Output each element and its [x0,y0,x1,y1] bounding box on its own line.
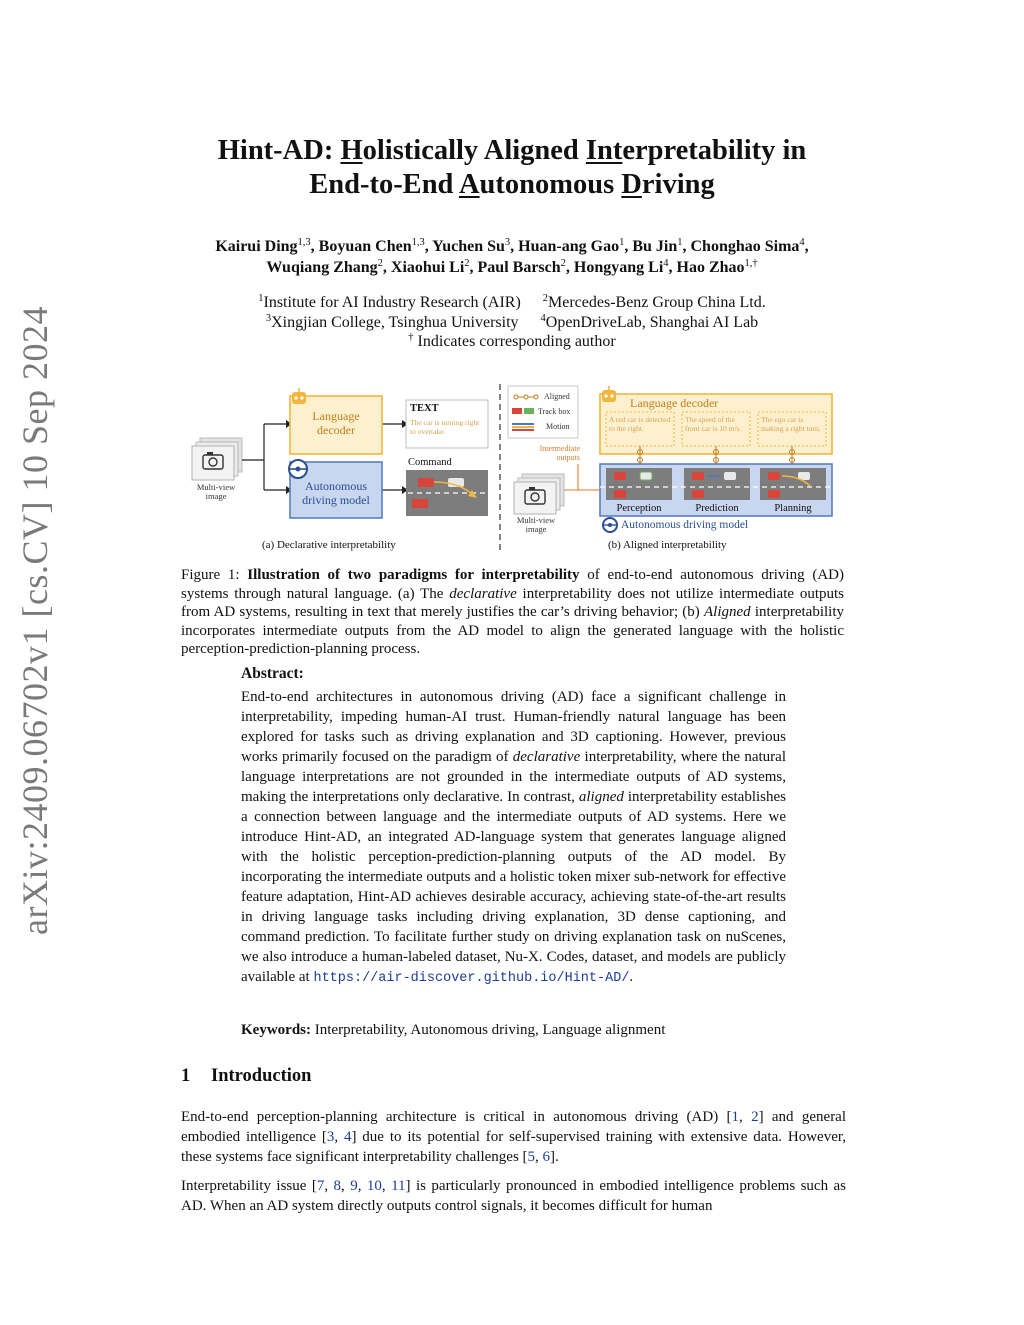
caption-b: (b) Aligned interpretability [608,539,727,551]
decoder-text-3: The ego car is making a right turn. [761,415,821,433]
language-decoder-label-a: Language decoder [312,409,360,437]
language-decoder-label-b: Language decoder [630,396,719,410]
citation-link[interactable]: 1 [731,1109,740,1125]
camera-stack-b [514,474,564,514]
citation-link[interactable]: 5 [527,1149,536,1165]
stage-perception: Perception [616,503,662,514]
steering-wheel-icon-a [289,460,307,478]
project-url-link[interactable]: https://air-discover.github.io/Hint-AD/ [313,971,630,986]
multi-view-label-a: Multi-view image [196,482,236,501]
decoder-text-2: The speed of the front car is 10 m/s. [685,415,742,433]
title-line-1: Hint-AD: Holistically Aligned Interpretability in [217,135,807,166]
legend-aligned: Aligned [544,392,570,401]
citation-link[interactable]: 10 [366,1178,382,1194]
author-list [150,236,874,278]
stage-prediction: Prediction [695,503,739,514]
text-head-a: TEXT [410,403,439,414]
figure-caption: Figure 1: Illustration of two paradigms for interpretability of end-to-end autonomous driving (AD) systems through natural language. (a) The declarative interpretability does not utilize intermediate outputs from AD systems, resulting in text that merely justifies the car’s driving behavior; (b) Aligned interpretability incorporates intermediate outputs from the AD model to align the generated language with the holistic perception-prediction-planning process. [181,567,845,657]
author-line-2: Wuqiang Zhang$^2$, Xiaohui Li$^2$, Paul Barsch$^2$, Hongyang Li$^4$, Hao Zhao$^{1,\dagger}$ [266,258,758,276]
citation-link[interactable]: 4 [343,1129,352,1145]
legend-motion: Motion [546,422,570,431]
steering-wheel-icon-b [603,518,617,532]
intro-paragraph-2: Interpretability issue [7, 8, 9, 10, 11] is particularly pronounced in embodied intelligence problems such as AD. When an AD system directly outputs control signals, it becomes difficult for human [181,1178,847,1214]
title-line-2: End-to-End Autonomous Driving [309,169,715,200]
intro-paragraph-1: End-to-end perception-planning architecture is critical in autonomous driving (AD) [1, 2] and general embodied intelligence [3, 4] due to its potential for self-supervised training with extensive data. However, these systems face significant interpretability challenges [5, 6]. [181,1109,847,1165]
paper-title [130,134,894,202]
text-body-a: The car is turning right to overtake. [410,418,480,436]
ad-model-label-a: Autonomous driving model [302,479,370,507]
figure-1 [186,382,846,560]
legend-track-box: Track box [538,407,571,416]
caption-a: (a) Declarative interpretability [262,539,396,551]
multi-view-label-b: Multi-view image [516,515,556,534]
citation-link[interactable]: 3 [326,1129,335,1145]
stage-planning: Planning [774,503,812,514]
affiliation-line-3: † Indicates corresponding author [408,332,616,350]
arxiv-stamp: arXiv:2409.06702v1 [cs.CV] 10 Sep 2024 [15,306,55,935]
affiliation-line-1: $^1$Institute for AI Industry Research (AIR) $^2$Mercedes-Benz Group China Ltd. [258,293,766,311]
abstract-body: End-to-end architectures in autonomous driving (AD) face a significant challenge in interpretability, impeding human-AI trust. Human-friendly natural language has been explored for tasks such as driving explanation and 3D captioning. However, previous works primarily focused on the paradigm of declarative interpretability, where the natural language interpretations are not grounded in the intermediate outputs of AD systems, making the interpretations only declarative. In contrast, aligned interpretability establishes a connection between language and the intermediate outputs of AD systems. Here we introduce Hint-AD, an integrated AD-language system that generates language aligned with the holistic perception-prediction-planning outputs of the AD model. By incorporating the intermediate outputs and a holistic token mixer sub-network for effective feature adaptation, Hint-AD achieves desirable accuracy, achieving state-of-the-art results in driving language tasks including driving explanation, 3D dense captioning, and command prediction. To facilitate further study on driving explanation task on nuScenes, we also introduce a human-labeled dataset, Nu-X. Codes, dataset, and models are publicly available at https://air-discover.github.io/Hint-AD/. [241,689,787,986]
affiliations [150,293,874,352]
command-road-a [406,470,488,516]
citation-link[interactable]: 11 [391,1178,406,1194]
citation-link[interactable]: 8 [333,1178,342,1194]
citation-link[interactable]: 2 [751,1109,759,1125]
citation-link[interactable]: 7 [316,1178,325,1194]
robot-icon-b [602,386,616,402]
section-heading-introduction: 1 Introduction [181,1066,312,1086]
author-line-1: Kairui Ding$^{1,3}$, Boyuan Chen$^{1,3}$, Yuchen Su$^3$, Huan-ang Gao$^1$, Bu Jin$^1$, Chonghao Sima$^4$, [215,237,809,255]
command-head-a: Command [408,457,452,468]
abstract-heading: Abstract: [241,665,304,682]
citation-link[interactable]: 6 [542,1149,551,1165]
ad-model-label-b: Autonomous driving model [621,519,749,531]
camera-stack-a [192,438,242,480]
keywords: Keywords: Interpretability, Autonomous driving, Language alignment [241,1022,666,1038]
decoder-text-1: A red car is detected to the right. [609,415,671,433]
intermediate-outputs-label: Intermediate outputs [539,444,580,462]
robot-icon-a [292,388,306,404]
citation-link[interactable]: 9 [350,1178,358,1194]
affiliation-line-2: $^3$Xingjian College, Tsinghua University $^4$OpenDriveLab, Shanghai AI Lab [265,312,759,331]
